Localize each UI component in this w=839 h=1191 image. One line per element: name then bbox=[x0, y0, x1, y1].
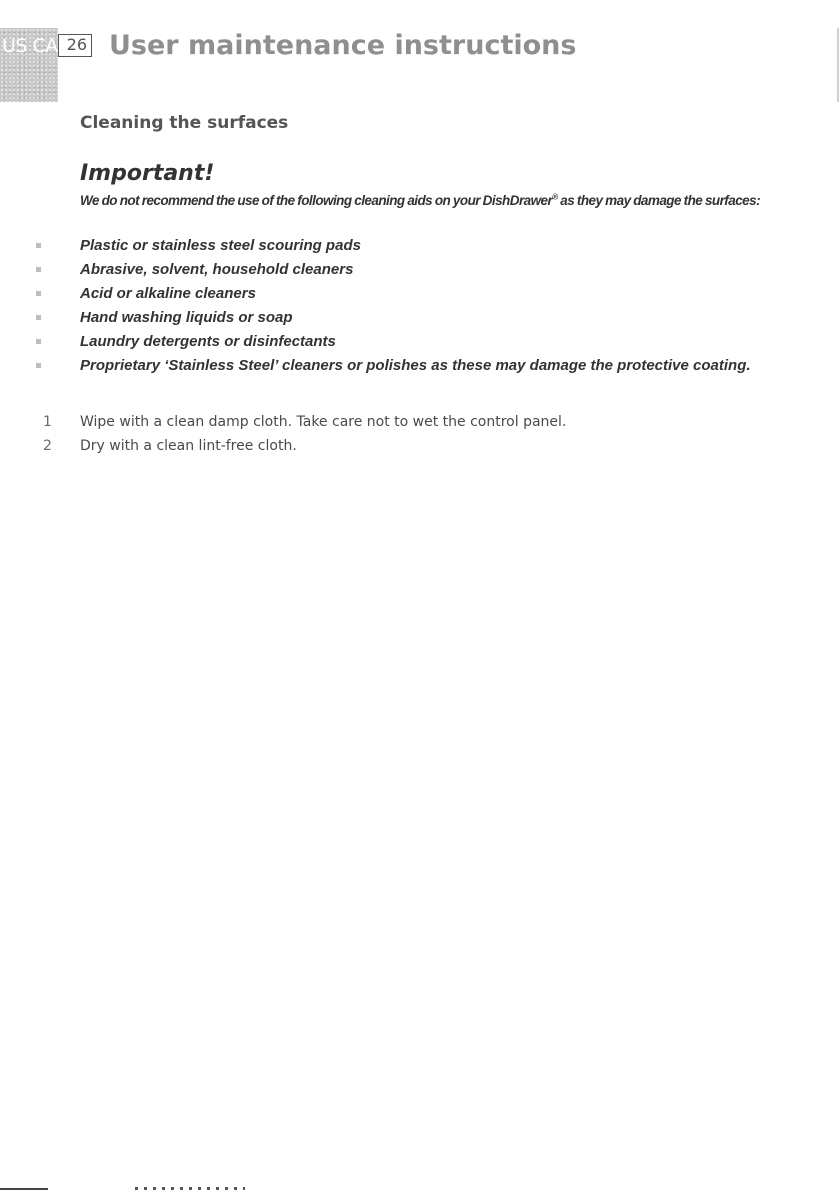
bottom-rule bbox=[0, 1188, 48, 1190]
list-item bbox=[0, 306, 839, 330]
important-text-end: as they may damage the surfaces: bbox=[557, 193, 761, 208]
region-label: US CA bbox=[2, 35, 58, 57]
list-item-text: Proprietary ‘Stainless Steel’ cleaners or polishes as these may damage the protective coating. bbox=[80, 357, 751, 374]
step-text: Dry with a clean lint-free cloth. bbox=[80, 438, 297, 454]
list-item bbox=[0, 330, 839, 354]
bullet-square-icon bbox=[36, 291, 41, 296]
step-text: Wipe with a clean damp cloth. Take care not to wet the control panel. bbox=[80, 414, 567, 430]
list-item-text: Acid or alkaline cleaners bbox=[80, 285, 256, 302]
registered-mark: ® bbox=[552, 192, 558, 202]
important-text-start: We do not recommend the use of the following cleaning aids on your DishDrawer bbox=[80, 193, 553, 208]
step-item bbox=[0, 410, 839, 434]
list-item bbox=[0, 234, 839, 258]
important-notice-text bbox=[80, 189, 780, 213]
bullet-square-icon bbox=[36, 339, 41, 344]
list-item bbox=[0, 258, 839, 282]
step-number: 2 bbox=[43, 438, 52, 454]
cleaning-aids-list bbox=[0, 234, 839, 378]
list-item bbox=[0, 354, 839, 378]
bullet-square-icon bbox=[36, 363, 41, 368]
bullet-square-icon bbox=[36, 267, 41, 272]
page-number: 26 bbox=[58, 34, 92, 57]
list-item-text: Laundry detergents or disinfectants bbox=[80, 333, 336, 350]
list-item-text: Plastic or stainless steel scouring pads bbox=[80, 237, 361, 254]
bullet-square-icon bbox=[36, 243, 41, 248]
bottom-scan-marks bbox=[135, 1187, 245, 1190]
bullet-square-icon bbox=[36, 315, 41, 320]
section-heading: Cleaning the surfaces bbox=[80, 113, 289, 133]
important-heading: Important! bbox=[80, 161, 215, 186]
step-number: 1 bbox=[43, 414, 52, 430]
cleaning-steps bbox=[0, 410, 839, 458]
list-item bbox=[0, 282, 839, 306]
step-item bbox=[0, 434, 839, 458]
list-item-text: Hand washing liquids or soap bbox=[80, 309, 293, 326]
list-item-text: Abrasive, solvent, household cleaners bbox=[80, 261, 354, 278]
page-title: User maintenance instructions bbox=[109, 30, 577, 61]
